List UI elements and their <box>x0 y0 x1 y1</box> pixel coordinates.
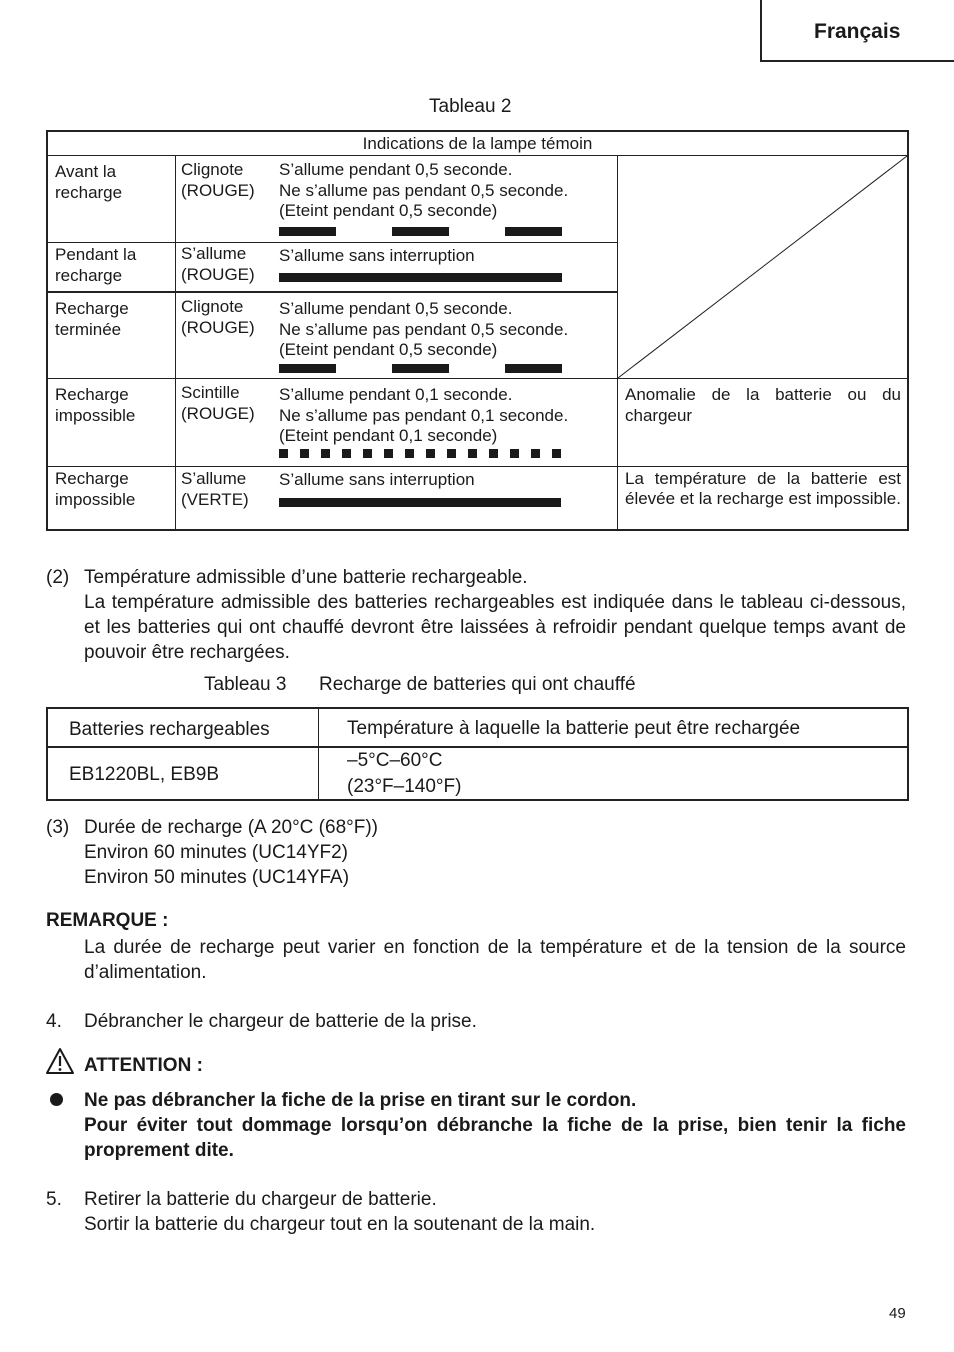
step4-number: 4. <box>46 1011 62 1032</box>
light-on-segment <box>531 449 540 458</box>
light-on-segment <box>552 449 561 458</box>
light-on-segment <box>342 449 351 458</box>
light-on-segment <box>392 227 449 236</box>
column-rule <box>318 709 319 799</box>
light-on-segment <box>279 364 336 373</box>
row-rule <box>48 466 907 467</box>
section2-number: (2) <box>46 567 70 588</box>
light-on-segment <box>405 449 414 458</box>
row1-lamp: Clignote (ROUGE) <box>181 160 255 200</box>
table3-caption-label: Tableau 3 <box>204 674 287 695</box>
row5-lamp: S’allume (VERTE) <box>181 469 249 509</box>
empty-cell-diagonal <box>618 156 907 378</box>
row3-description: S’allume pendant 0,5 seconde. Ne s’allume pas pendant 0,5 seconde. (Eteint pendant 0,5 seconde) <box>279 299 569 359</box>
attention-label: ATTENTION : <box>84 1055 203 1076</box>
light-on-segment <box>505 227 562 236</box>
light-on-segment <box>510 449 519 458</box>
row2-state: Pendant la recharge <box>55 245 137 285</box>
light-on-segment <box>468 449 477 458</box>
light-on-segment <box>447 449 456 458</box>
row2-description: S’allume sans interruption <box>279 246 475 265</box>
table3-temp-fahrenheit: (23°F–140°F) <box>347 776 462 797</box>
attention-line1: Ne pas débrancher la fiche de la prise en tirant sur le cordon. <box>84 1090 637 1111</box>
section3-line1: Environ 60 minutes (UC14YF2) <box>84 842 348 863</box>
row-rule <box>48 378 907 379</box>
indicator-table <box>46 130 909 531</box>
continuous-light-bar <box>279 273 562 282</box>
section2-body: La température admissible des batteries rechargeables est indiquée dans le tableau ci-dessous, et les batteries qui ont chauffé devront être laissées à refroidir pendant quelque temps avant de pouvoir être rechargées. <box>84 592 906 663</box>
row4-description: S’allume pendant 0,1 seconde. Ne s’allume pas pendant 0,1 seconde. (Eteint pendant 0,1 seconde) <box>279 385 569 445</box>
row4-state: Recharge impossible <box>55 385 136 425</box>
table2-caption: Tableau 2 <box>429 96 512 117</box>
light-on-segment <box>279 227 336 236</box>
step5-line1: Retirer la batterie du chargeur de batterie. <box>84 1189 437 1210</box>
page-number: 49 <box>889 1305 906 1322</box>
row4-meaning: Anomalie de la batterie ou du chargeur <box>625 385 901 425</box>
row-rule <box>48 746 907 748</box>
row3-state: Recharge terminée <box>55 299 129 339</box>
table3-header-temperature: Température à laquelle la batterie peut être rechargée <box>347 718 801 739</box>
step5-line2: Sortir la batterie du chargeur tout en la soutenant de la main. <box>84 1214 596 1235</box>
section3-line2: Environ 50 minutes (UC14YFA) <box>84 867 350 888</box>
column-rule <box>175 156 176 531</box>
row5-state: Recharge impossible <box>55 469 136 509</box>
temperature-table <box>46 707 909 801</box>
light-on-segment <box>279 449 288 458</box>
bullet-icon <box>50 1093 63 1106</box>
language-label: Français <box>814 20 901 43</box>
row3-lamp: Clignote (ROUGE) <box>181 297 255 337</box>
warning-icon <box>45 1047 75 1075</box>
light-on-segment <box>321 449 330 458</box>
row1-state: Avant la recharge <box>55 162 123 202</box>
remark-label: REMARQUE : <box>46 910 169 931</box>
blink-fast-pattern <box>279 449 562 458</box>
row2-lamp: S’allume (ROUGE) <box>181 244 255 284</box>
table3-battery-models: EB1220BL, EB9B <box>69 764 219 785</box>
row1-description: S’allume pendant 0,5 seconde. Ne s’allume pas pendant 0,5 seconde. (Eteint pendant 0,5 seconde) <box>279 160 569 220</box>
remark-text: La durée de recharge peut varier en fonction de la température et de la tension de la source d’alimentation. <box>84 937 906 983</box>
light-on-segment <box>505 364 562 373</box>
section3-title: Durée de recharge (A 20°C (68°F)) <box>84 817 378 838</box>
light-on-segment <box>426 449 435 458</box>
light-on-segment <box>363 449 372 458</box>
attention-line2: Pour éviter tout dommage lorsqu’on débranche la fiche de la prise, bien tenir la fiche proprement dite. <box>84 1115 906 1161</box>
step5-number: 5. <box>46 1189 62 1210</box>
language-tab <box>760 0 954 62</box>
section3-number: (3) <box>46 817 70 838</box>
row-rule <box>48 242 617 243</box>
section2-title: Température admissible d’une batterie rechargeable. <box>84 567 528 588</box>
table3-header-battery: Batteries rechargeables <box>69 719 270 740</box>
row5-description: S’allume sans interruption <box>279 470 475 489</box>
blink-slow-pattern <box>279 227 562 236</box>
light-on-segment <box>300 449 309 458</box>
row4-lamp: Scintille (ROUGE) <box>181 383 255 423</box>
light-on-segment <box>489 449 498 458</box>
row5-meaning: La température de la batterie est élevée et la recharge est impossible. <box>625 469 901 508</box>
light-on-segment <box>384 449 393 458</box>
table3-temp-celsius: –5°C–60°C <box>347 750 443 771</box>
row-rule <box>48 291 617 293</box>
light-on-segment <box>392 364 449 373</box>
step4-text: Débrancher le chargeur de batterie de la prise. <box>84 1011 477 1032</box>
table3-caption-title: Recharge de batteries qui ont chauffé <box>319 674 636 695</box>
continuous-light-bar <box>279 498 561 507</box>
blink-slow-pattern <box>279 364 562 373</box>
table2-heading: Indications de la lampe témoin <box>362 134 593 153</box>
